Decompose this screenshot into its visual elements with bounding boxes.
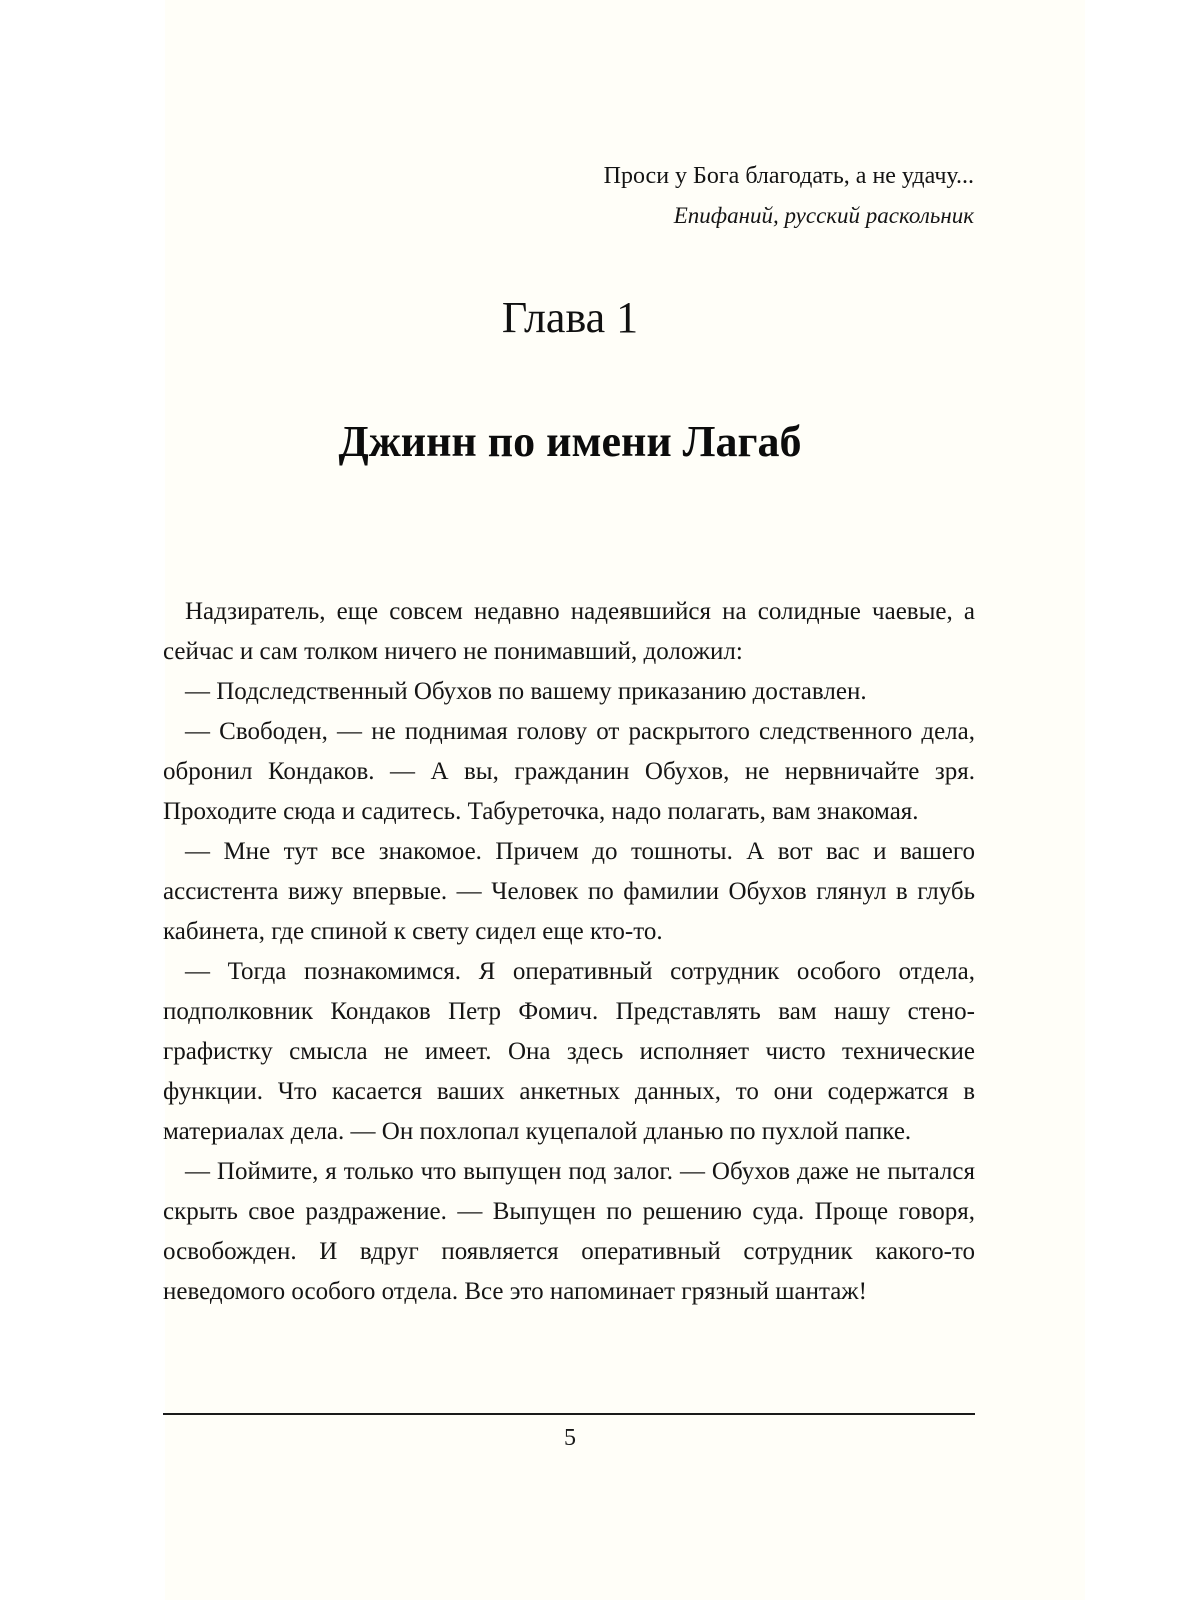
paragraph: — Подследственный Обухов по вашему приказанию доставлен. (185, 678, 867, 705)
body-text (163, 592, 975, 1312)
chapter-number: Глава 1 (501, 293, 639, 342)
page-number: 5 (564, 1425, 576, 1451)
epigraph (604, 158, 974, 234)
paragraph: — Поймите, я только что выпущен под залог. — Обухов даже не пытался скрыть свое раздражение. — Выпущен по решению суда. Проще говоря, освобожден. И вдруг появляется оперативный сотрудник какого-то неведомого особого отдела. Все это напоминает грязный шантаж! (163, 1158, 975, 1305)
paragraph: — Свободен, — не поднимая голову от раскрытого следственного дела, обронил Кондаков. — А вы, гражданин Обухов, не нервничайте зря. Проходите сюда и садитесь. Табуреточка, надо полагать, вам знакомая. (163, 718, 975, 825)
epigraph-author: Епифаний, русский раскольник (673, 203, 974, 228)
paragraph: — Тогда познакомимся. Я оперативный сотрудник особого отдела, подполковник Кондаков Петр Фомич. Представлять вам нашу стенографистку смысла не имеет. Она здесь исполняет чисто технические функции. Что касается ваших анкетных данных, то они содержатся в материалах дела. — Он похлопал куцепалой дланью по пухлой папке. (163, 958, 975, 1145)
paragraph: — Мне тут все знакомое. Причем до тошноты. А вот вас и вашего ассистента вижу впервые. — Человек по фамилии Обухов глянул в глубь кабинета, где спиной к свету сидел еще кто-то. (163, 838, 975, 945)
footer-rule (163, 1413, 975, 1415)
paragraph: Надзиратель, еще совсем недавно надеявшийся на солидные чаевые, а сейчас и сам толком ничего не понимавший, доложил: (163, 598, 975, 665)
epigraph-text: Проси у Бога благодать, а не удачу... (603, 163, 974, 189)
chapter-title: Джинн по имени Лагаб (338, 417, 802, 466)
